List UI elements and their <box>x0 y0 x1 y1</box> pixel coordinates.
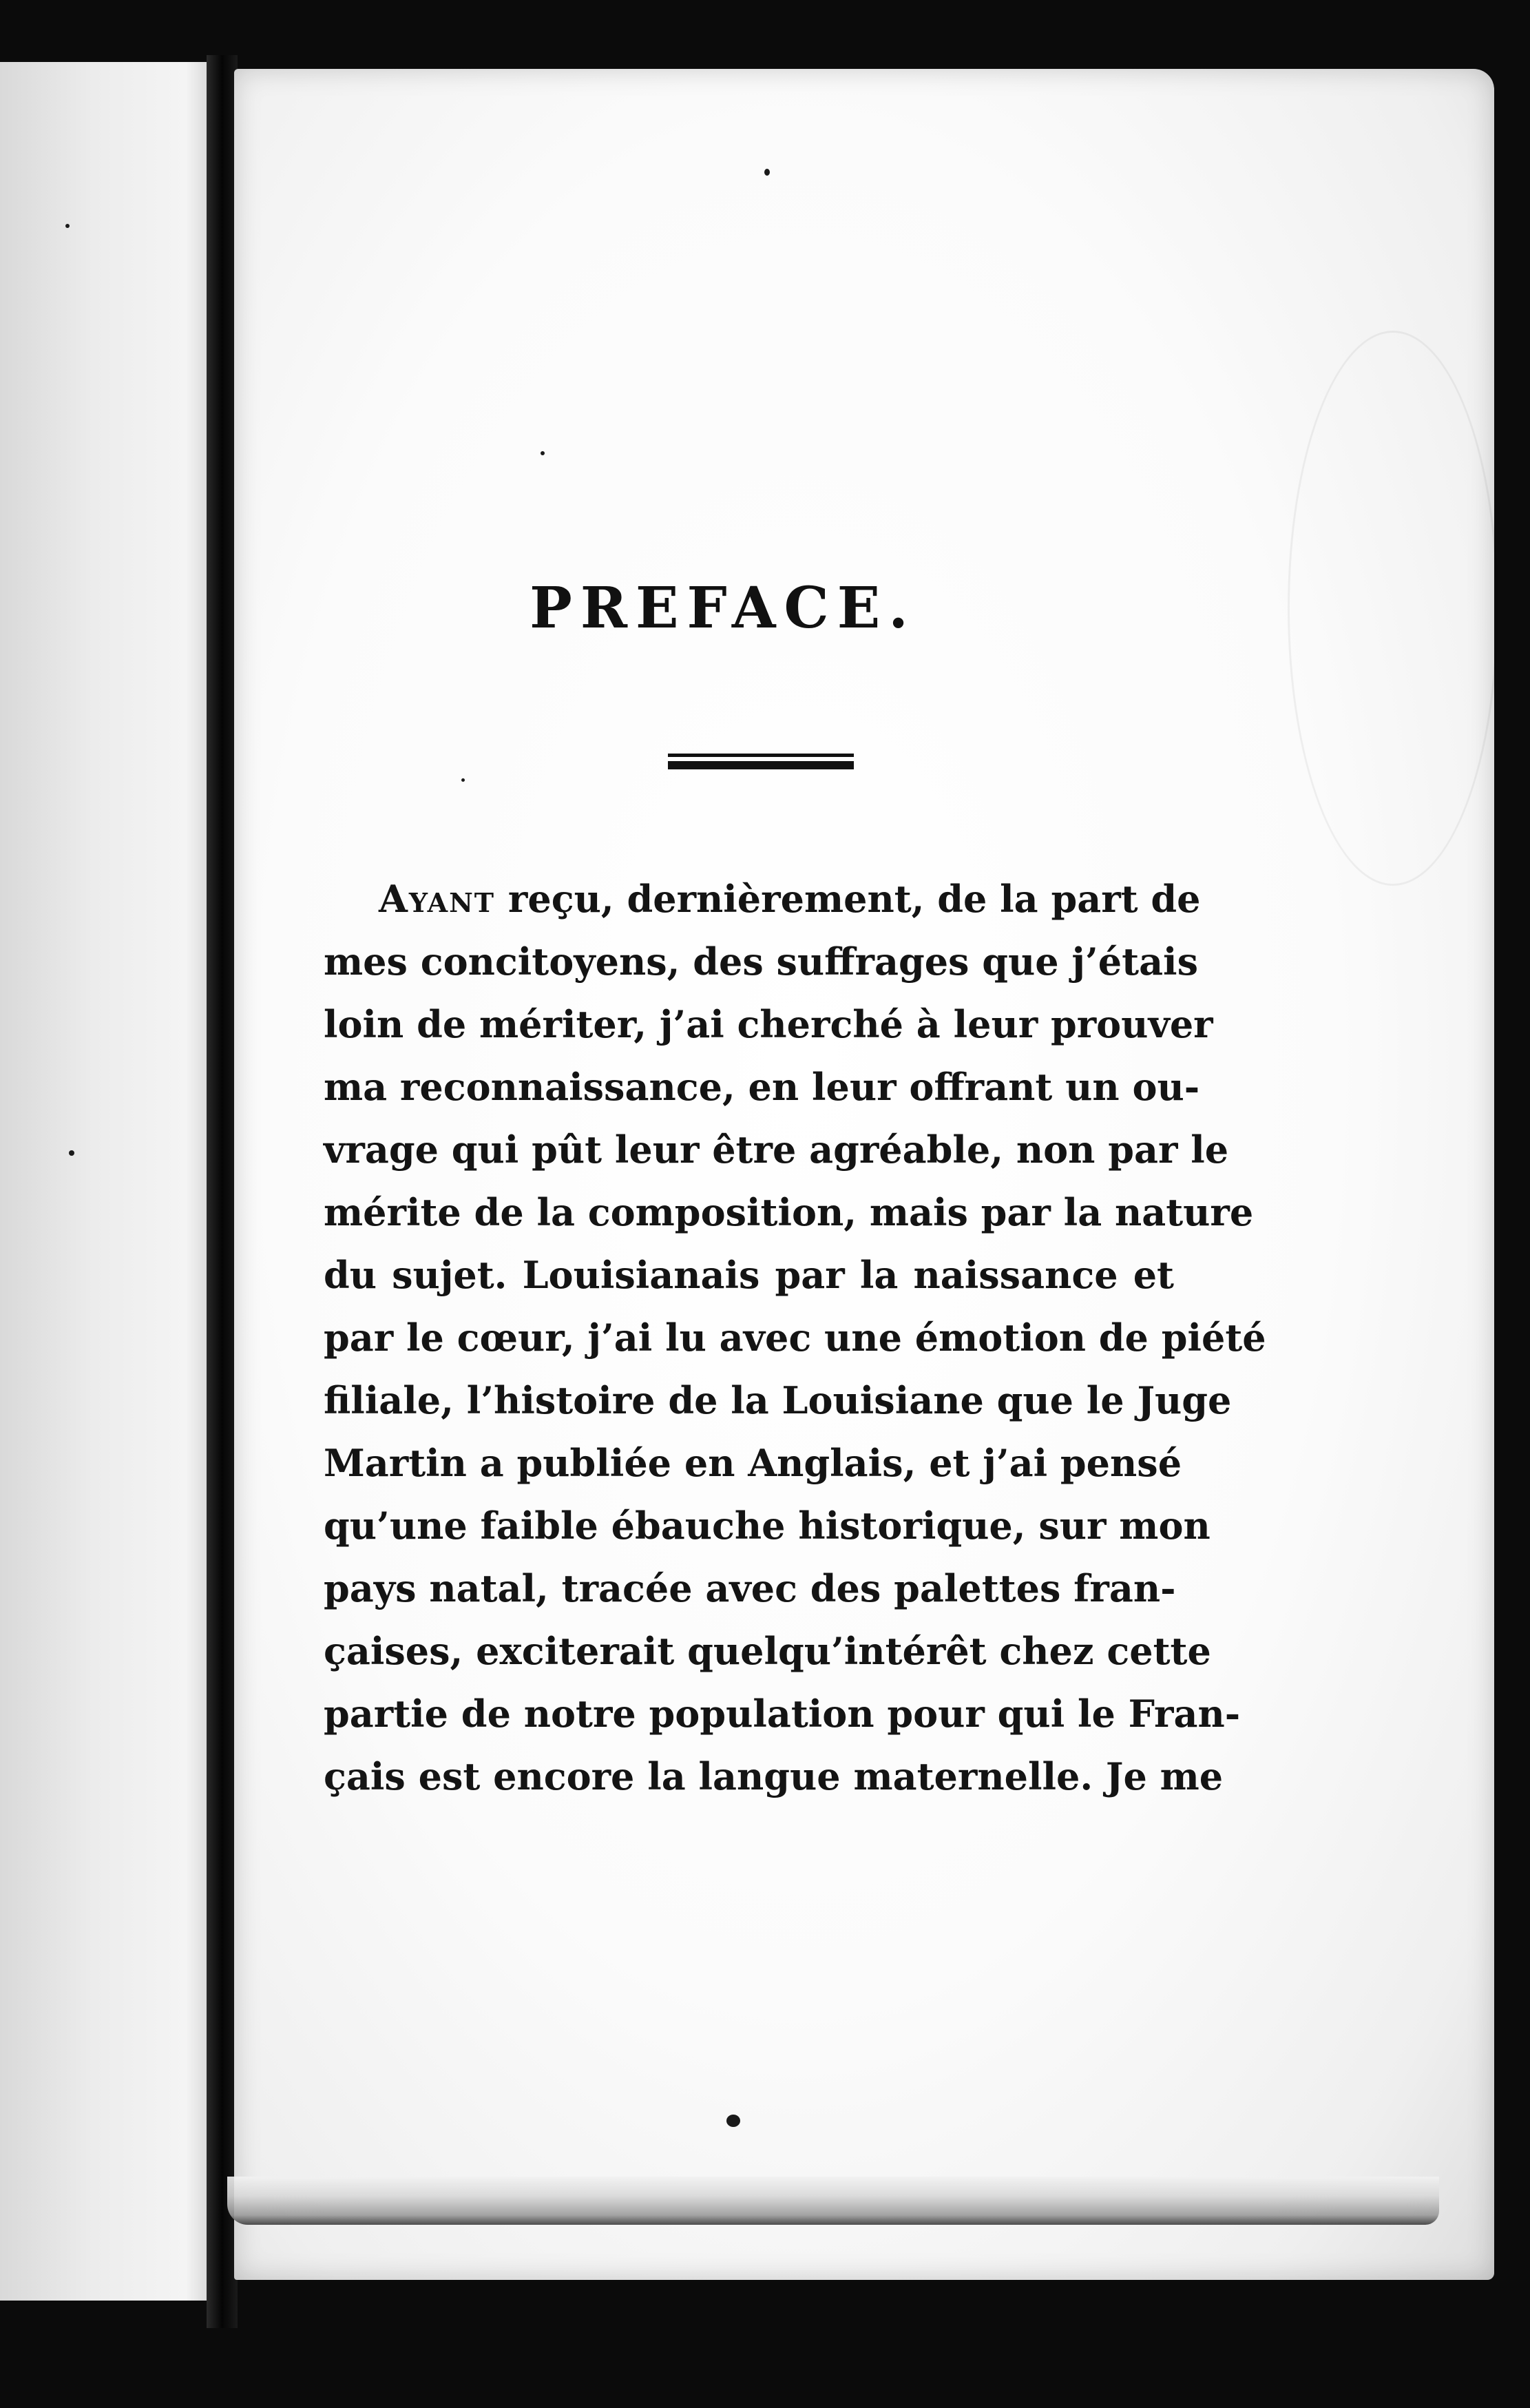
ink-speck <box>461 778 465 782</box>
text-line: qu’une faible ébauche historique, sur mon <box>324 1504 1211 1548</box>
text-line: Martin a publiée en Anglais, et j’ai pensé <box>324 1441 1182 1485</box>
text-line: filiale, l’histoire de la Louisiane que le Juge <box>324 1378 1232 1422</box>
book-gutter <box>207 55 238 2328</box>
text-line: du sujet. Louisianais par la naissance et <box>324 1253 1174 1297</box>
page-bottom-edge <box>227 2177 1439 2225</box>
text-line: çaises, exciterait quelqu’intérêt chez cette <box>324 1629 1211 1673</box>
lead-word: Ayant <box>379 877 496 921</box>
divider-thick-line <box>668 761 854 769</box>
divider-thin-line <box>668 754 854 757</box>
ink-speck <box>69 1150 74 1156</box>
ink-speck <box>541 451 545 455</box>
previous-page-edge <box>0 62 207 2301</box>
paper-stain <box>1288 331 1498 886</box>
text-line: çais est encore la langue maternelle. Je me <box>324 1754 1224 1798</box>
preface-paragraph <box>324 868 1266 1808</box>
text-line: ma reconnaissance, en leur offrant un ou- <box>324 1065 1200 1109</box>
text-line: Ayant reçu, dernièrement, de la part de <box>379 877 1201 921</box>
ink-speck <box>764 169 770 176</box>
text-line: vrage qui pût leur être agréable, non par le <box>324 1128 1229 1172</box>
text-line: mérite de la composition, mais par la nature <box>324 1190 1254 1234</box>
text-line: pays natal, tracée avec des palettes fran- <box>324 1566 1176 1610</box>
text-line: mes concitoyens, des suffrages que j’étais <box>324 940 1198 984</box>
title-divider-rule <box>668 754 854 777</box>
text-line: partie de notre population pour qui le Fran- <box>324 1692 1241 1736</box>
text-line: loin de mériter, j’ai cherché à leur prouver <box>324 1002 1213 1046</box>
page-title: PREFACE. <box>530 575 916 641</box>
text-line: par le cœur, j’ai lu avec une émotion de piété <box>324 1316 1266 1360</box>
ink-speck <box>726 2115 740 2127</box>
ink-speck <box>65 224 70 228</box>
